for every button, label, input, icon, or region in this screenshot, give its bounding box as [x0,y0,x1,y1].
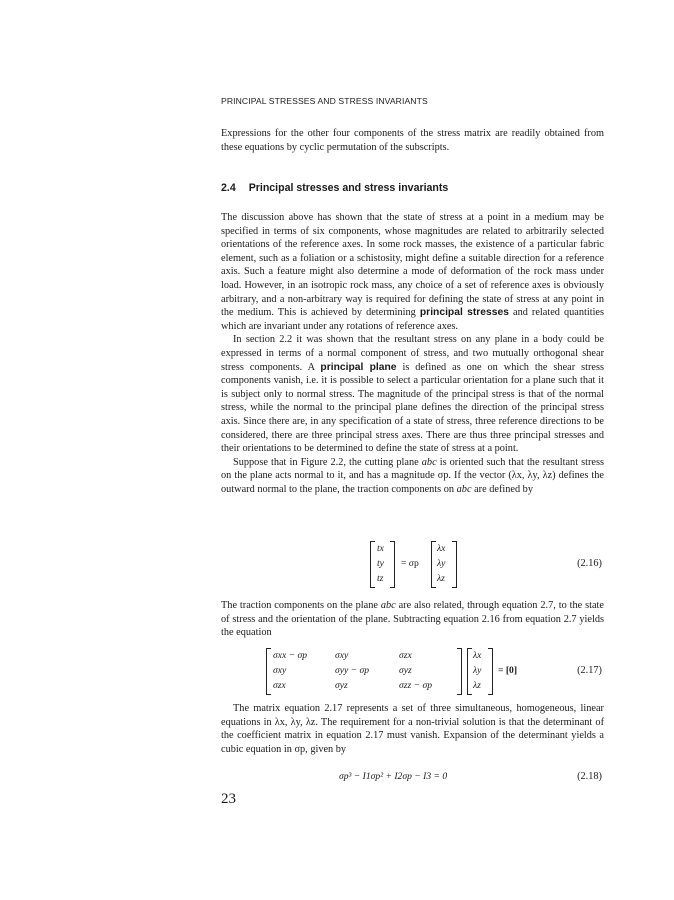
para3-a: Suppose that in Figure 2.2, the cutting plane [233,456,419,468]
eq217-l-3: λz [473,680,481,691]
equation-number: (2.16) [577,558,602,569]
eq217-r3c1: σzx [273,680,286,691]
intro-paragraph [221,127,604,154]
eq216-t-2: ty [377,558,384,569]
bracket-right [452,541,457,588]
bracket-right [390,541,395,588]
para1-tail: and related quantities which are invariant under any rotations of reference axes. [221,307,605,332]
para5-text: The matrix equation 2.17 represents a set of three simultaneous, homogeneous, linear equations in λx, λy, λz. The requirement for a non-trivial solution is that the determinant of the coefficient matrix in equation 2.17 must vanish. Expansion of the determinant yields a cubic equation in σp, given by [221,703,604,755]
equation-2-16 [221,541,604,589]
paragraph-1 [221,211,604,496]
eq217-r1c2: σxy [335,650,349,661]
para4-a: The traction components on the plane [221,600,378,611]
eq217-r2c2: σyy − σp [335,665,370,676]
eq216-l-3: λz [437,573,445,584]
term-principal-stresses: principal stresses [419,307,509,319]
para2-lead: In section 2.2 it was shown that the resultant stress on any plane in a body could be expressed in terms of a normal component of stress, and two mutually orthogonal shear stress components. A [221,334,604,373]
para3-abc-1: abc [421,456,437,468]
para4-b: are also related, through equation 2.7, to the state of stress and the orientation of the plane. Subtracting equation 2.16 from equation 2.7 yields the equation [221,600,604,639]
para3-b: is oriented such that the resultant stress on the plane acts normal to it, and has a magnitude σp. If the vector (λx, λy, λz) defines the outward normal to the plane, the traction components on [221,456,605,495]
paragraph-5 [221,702,604,756]
eq217-r3c3: σzz − σp [399,680,432,691]
para4-abc: abc [380,600,396,611]
running-head: PRINCIPAL STRESSES AND STRESS INVARIANTS [221,96,428,106]
eq218-expression: σp³ − I1σp² + I2σp − I3 = 0 [339,771,448,782]
para2-tail: is defined as one on which the shear stress components vanish, i.e. it is possible to select a particular orientation for a plane such that it is subject only to normal stress. The magnitude of the principal stress is that of the normal stress, while the normal to the principal plane defines the direction of the principal stress axis. Since there are, in any specification of a state of stress, three reference directions to be considered, there are three principal stress axes. There are thus three principal stresses and their orientations to be determined to define the state of stress at a point. [221,361,604,455]
section-heading [221,182,448,194]
eq217-rhs: = [0] [498,665,518,676]
section-number: 2.4 [221,182,236,194]
eq217-r1c1: σxx − σp [273,650,308,661]
eq216-t-3: tz [377,573,384,584]
paragraph-4 [221,599,604,640]
eq216-l-1: λx [437,543,446,554]
eq217-r3c2: σyz [335,680,348,691]
eq216-t-1: tx [377,543,384,554]
term-principal-plane: principal plane [320,361,397,373]
bracket-right [457,648,462,695]
equation-2-17 [221,648,604,696]
bracket-right [488,648,493,695]
eq216-l-2: λy [437,558,446,569]
para1-text: The discussion above has shown that the state of stress at a point in a medium may be specified in terms of six components, whose magnitudes are related to arbitrarily selected orientations of the reference axes. In some rock masses, the existence of a particular fabric element, such as a foliation or a schistosity, might define a suitable direction for a reference axis. Such a feature might also determine a mode of deformation of the rock mass under load. However, in an isotropic rock mass, any choice of a set of reference axes is obviously arbitrary, and a non-arbitrary way is required for defining the state of stress at any point in the medium. This is achieved by determining [221,212,604,319]
eq217-r2c3: σyz [399,665,412,676]
bracket-left [370,541,375,588]
eq216-operator: = σp [401,558,419,569]
page-number: 23 [221,791,236,807]
bracket-left [266,648,271,695]
equation-number: (2.18) [577,771,602,782]
bracket-left [431,541,436,588]
para3-abc-2: abc [456,483,472,495]
intro-text: Expressions for the other four components of the stress matrix are readily obtained from these equations by cyclic permutation of the subscripts. [221,128,604,153]
para3-c: are defined by [474,483,533,495]
eq217-r2c1: σxy [273,665,287,676]
bracket-left [467,648,472,695]
eq217-r1c3: σzx [399,650,412,661]
section-title: Principal stresses and stress invariants [248,182,449,194]
equation-2-18 [221,769,604,787]
eq217-l-1: λx [473,650,482,661]
equation-number: (2.17) [577,665,602,676]
eq217-l-2: λy [473,665,482,676]
